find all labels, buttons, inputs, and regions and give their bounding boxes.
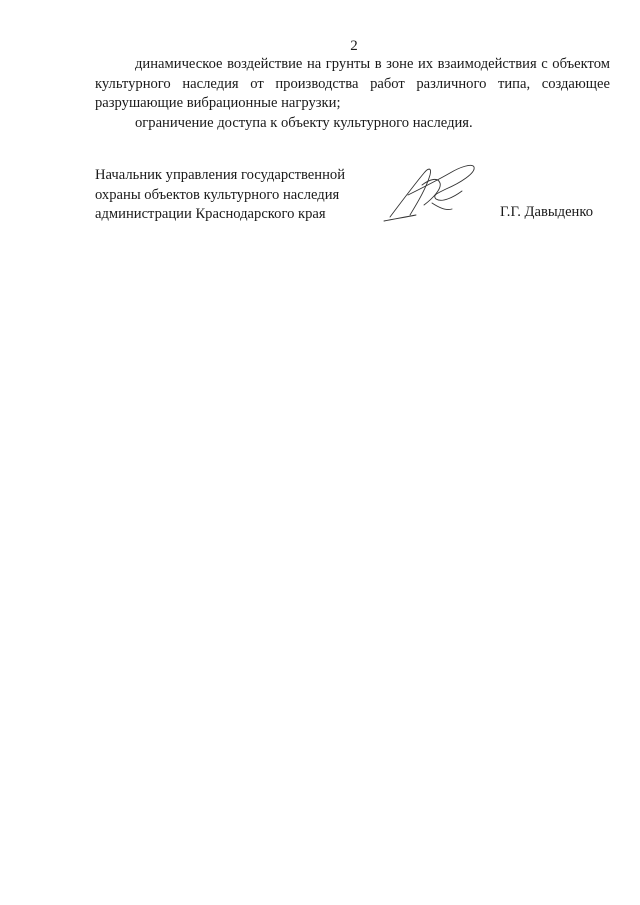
position-line: администрации Краснодарского края (95, 206, 326, 222)
paragraph-access-restriction: ограничение доступа к объекту культурного наследия. (135, 114, 473, 131)
handwritten-signature (380, 155, 480, 227)
signatory-position (95, 166, 395, 225)
signer-name: Г.Г. Давыденко (500, 204, 594, 220)
page-number: 2 (350, 38, 358, 54)
position-line: Начальник управления государственной (95, 167, 346, 183)
body-text (95, 55, 610, 133)
paragraph-vibration-impact: динамическое воздействие на грунты в зоне их взаимодействия с объектом культурного наследия от производства работ различного типа, создающее разрушающие вибрационные нагрузки; (95, 56, 610, 111)
position-line: охраны объектов культурного наследия (95, 186, 340, 203)
